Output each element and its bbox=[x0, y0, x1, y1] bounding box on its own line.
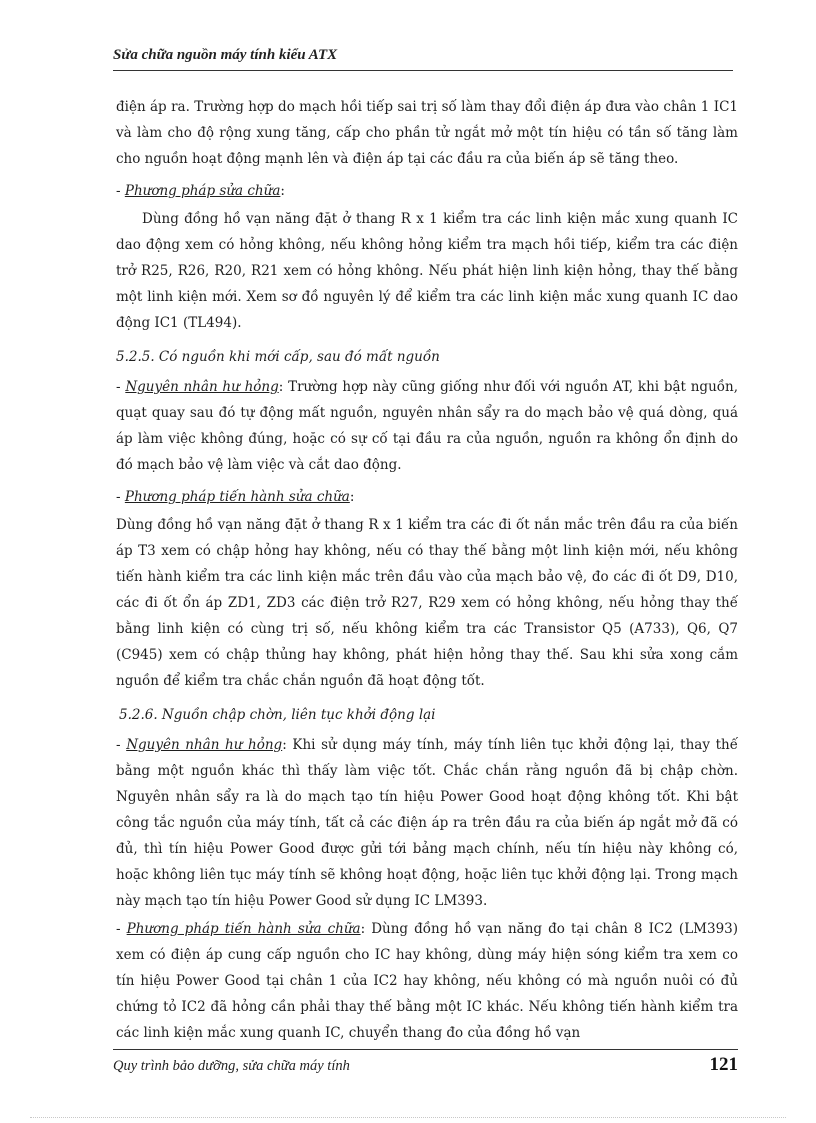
running-footer bbox=[113, 1049, 738, 1076]
method-paragraph: - Phương pháp tiến hành sửa chữa: Dùng đồng hồ vạn năng đo tại chân 8 IC2 (LM393) xem có điện áp cung cấp nguồn cho IC hay không, dùng máy hiện sóng kiểm tra xem co tín hiệu Power Good tại chân 1 của IC2 hay không, nếu không có mà nguồn nuôi có đủ chứng tỏ IC2 đã hỏng cần phải thay thế bằng một IC khác. Nếu không tiến hành kiểm tra các linh kiện mắc xung quanh IC, chuyển thang đo của đồng hồ vạn bbox=[116, 921, 739, 1041]
section-heading-525: 5.2.5. Có nguồn khi mới cấp, sau đó mất nguồn bbox=[116, 349, 440, 365]
cause-text: Trường hợp này cũng giống như đối với nguồn AT, khi bật nguồn, quạt quay sau đó tự động mất nguồn, nguyên nhân sẩy ra do mạch bảo vệ quá dòng, quá áp làm việc không đúng, hoặc có sự cố tại đầu ra của nguồn, nguồn ra không ổn định do đó mạch bảo vệ làm việc và cắt dao động. bbox=[116, 379, 739, 473]
paragraph: Dùng đồng hồ vạn năng đặt ở thang R x 1 kiểm tra các đi ốt nắn mắc trên đầu ra của biến áp T3 xem có chập hỏng hay không, nếu có thay thế bằng một linh kiện mới, nếu không tiến hành kiểm tra các linh kiện mắc trên đầu vào của mạch bảo vệ, đo các đi ốt D9, D10, các đi ốt ổn áp ZD1, ZD3 các điện trở R27, R29 xem có hỏng không, nếu hỏng thay thế bằng linh kiện có cùng trị số, nếu không kiểm tra các Transistor Q5 (A733), Q6, Q7 (C945) xem có chập thủng hay không, phát hiện hỏng thay thế. Sau khi sửa xong cắm nguồn để kiểm tra chắc chắn nguồn đã hoạt động tốt. bbox=[116, 517, 738, 689]
cause-label: Nguyên nhân hư hỏng bbox=[125, 379, 279, 395]
paragraph: điện áp ra. Trường hợp do mạch hồi tiếp sai trị số làm thay đổi điện áp đưa vào chân 1 IC1 và làm cho độ rộng xung tăng, cấp cho phần tử ngắt mở một tín hiệu có tần số tăng làm cho nguồn hoạt động mạnh lên và điện áp tại các đầu ra của biến áp sẽ tăng theo. bbox=[116, 99, 738, 167]
body-text bbox=[116, 94, 738, 1048]
running-header bbox=[113, 47, 733, 71]
method-label: Phương pháp sửa chữa bbox=[124, 183, 281, 199]
method-label-line: - Phương pháp tiến hành sửa chữa: bbox=[116, 489, 355, 505]
method-text: Dùng đồng hồ vạn năng đo tại chân 8 IC2 (LM393) xem có điện áp cung cấp nguồn cho IC hay không, dùng máy hiện sóng kiểm tra xem co tín hiệu Power Good tại chân 1 của IC2 hay không, nếu không có mà nguồn nuôi có đủ chứng tỏ IC2 đã hỏng cần phải thay thế bằng một IC khác. Nếu không tiến hành kiểm tra các linh kiện mắc xung quanh IC, chuyển thang đo của đồng hồ vạn bbox=[116, 921, 739, 1041]
paragraph: Dùng đồng hồ vạn năng đặt ở thang R x 1 kiểm tra các linh kiện mắc xung quanh IC dao động xem có hỏng không, nếu không hỏng kiểm tra mạch hồi tiếp, kiểm tra các điện trở R25, R26, R20, R21 xem có hỏng không. Nếu phát hiện linh kiện hỏng, thay thế bằng một linh kiện mới. Xem sơ đồ nguyên lý để kiểm tra các linh kiện mắc xung quanh IC dao động IC1 (TL494). bbox=[116, 211, 738, 331]
cause-label: Nguyên nhân hư hỏng bbox=[126, 737, 283, 753]
method-label: Phương pháp tiến hành sửa chữa bbox=[124, 489, 350, 505]
method-label: Phương pháp tiến hành sửa chữa bbox=[126, 921, 361, 937]
method-label-line: - Phương pháp sửa chữa: bbox=[116, 183, 285, 199]
cause-paragraph: - Nguyên nhân hư hỏng: Trường hợp này cũng giống như đối với nguồn AT, khi bật nguồn, quạt quay sau đó tự động mất nguồn, nguyên nhân sẩy ra do mạch bảo vệ quá dòng, quá áp làm việc không đúng, hoặc có sự cố tại đầu ra của nguồn, nguồn ra không ổn định do đó mạch bảo vệ làm việc và cắt dao động. bbox=[116, 379, 739, 473]
cause-paragraph: - Nguyên nhân hư hỏng: Khi sử dụng máy tính, máy tính liên tục khởi động lại, thay thế bằng một nguồn khác thì thấy làm việc tốt. Chắc chắn rằng nguồn đã bị chập chờn. Nguyên nhân sẩy ra là do mạch tạo tín hiệu Power Good hoạt động không tốt. Khi bật công tắc nguồn của máy tính, tất cả các điện áp ra trên đầu ra của biến áp ngắt mở đã có đủ, thì tín hiệu Power Good được gửi tới bảng mạch chính, nếu tín hiệu này không có, hoặc không liên tục máy tính sẽ không hoạt động, hoặc liên tục khởi động lại. Trong mạch này mạch tạo tín hiệu Power Good sử dụng IC LM393. bbox=[116, 737, 738, 909]
footer-title: Quy trình bảo dưỡng, sửa chữa máy tính bbox=[113, 1058, 350, 1074]
bottom-dotted-divider bbox=[30, 1117, 786, 1118]
section-heading-526: 5.2.6. Nguồn chập chờn, liên tục khởi động lại bbox=[119, 707, 436, 723]
header-title: Sửa chữa nguồn máy tính kiểu ATX bbox=[113, 47, 338, 63]
cause-text: Khi sử dụng máy tính, máy tính liên tục khởi động lại, thay thế bằng một nguồn khác thì thấy làm việc tốt. Chắc chắn rằng nguồn đã bị chập chờn. Nguyên nhân sẩy ra là do mạch tạo tín hiệu Power Good hoạt động không tốt. Khi bật công tắc nguồn của máy tính, tất cả các điện áp ra trên đầu ra của biến áp ngắt mở đã có đủ, thì tín hiệu Power Good được gửi tới bảng mạch chính, nếu tín hiệu này không có, hoặc không liên tục máy tính sẽ không hoạt động, hoặc liên tục khởi động lại. Trong mạch này mạch tạo tín hiệu Power Good sử dụng IC LM393. bbox=[116, 737, 738, 909]
page-number: 121 bbox=[709, 1054, 738, 1075]
